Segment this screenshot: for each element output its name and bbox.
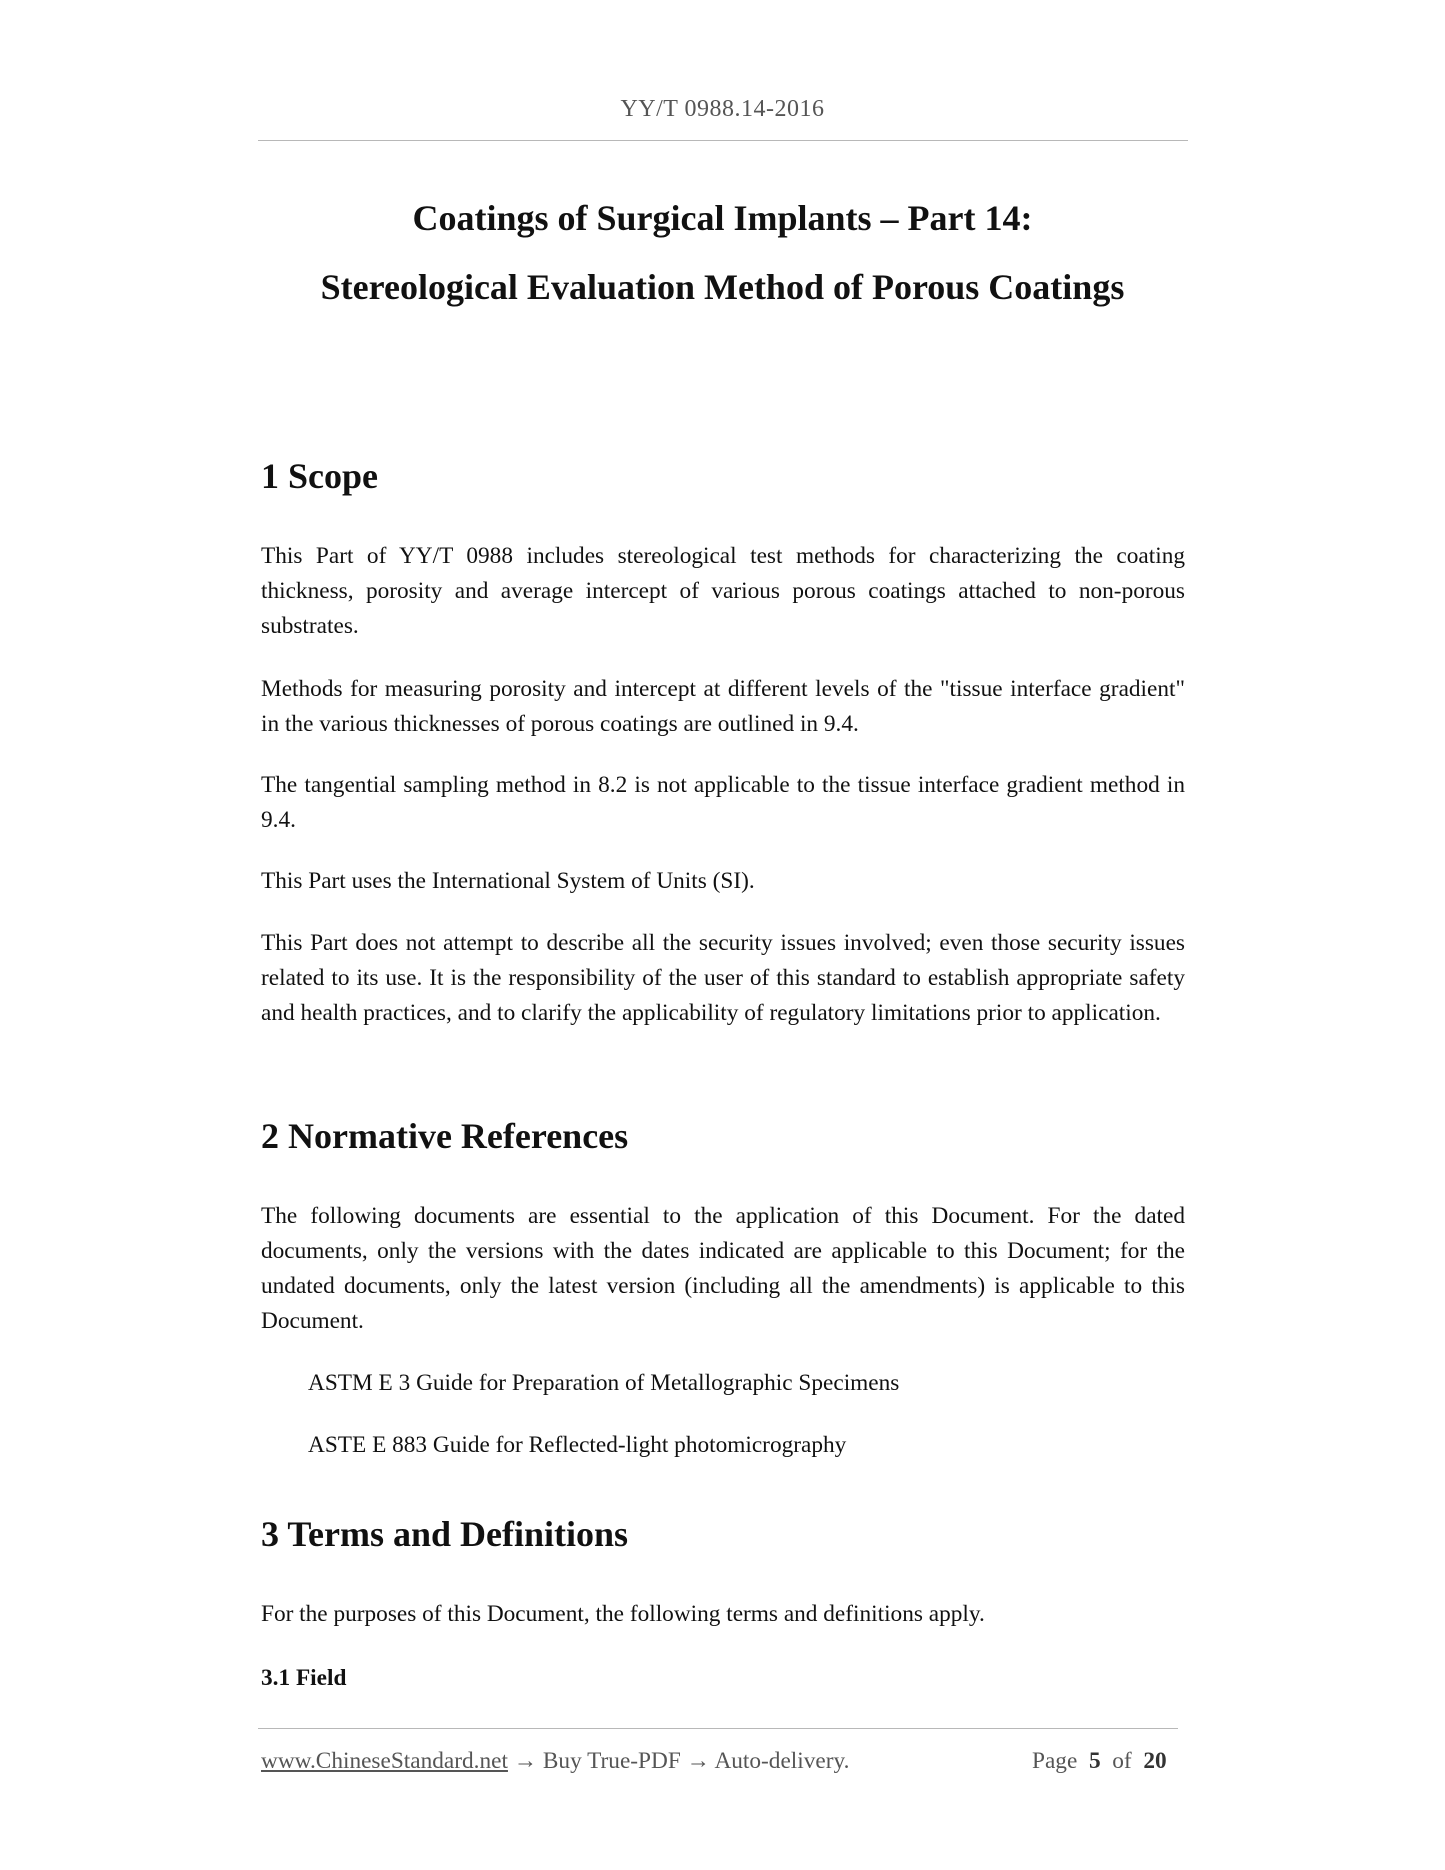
total-pages: 20 xyxy=(1143,1748,1167,1774)
scope-paragraph-2: Methods for measuring porosity and intercept at different levels of the "tissue interface gradient" in the various thicknesses of porous coatings are outlined in 9.4. xyxy=(261,676,1185,737)
reference-item: ASTE E 883 Guide for Reflected-light photomicrography xyxy=(308,1432,847,1458)
of-label: of xyxy=(1112,1748,1132,1774)
section-heading-normative-references: 2 Normative References xyxy=(261,1116,629,1156)
scope-paragraph-5: This Part does not attempt to describe all the security issues involved; even those security issues related to its use. It is the responsibility of the user of this standard to establish appropriate safety and health practices, and to clarify the applicability of regulatory limitations prior to application. xyxy=(261,930,1185,1026)
reference-item: ASTM E 3 Guide for Preparation of Metallographic Specimens xyxy=(308,1370,900,1396)
scope-paragraph-3: The tangential sampling method in 8.2 is not applicable to the tissue interface gradient method in 9.4. xyxy=(261,772,1185,833)
site-link[interactable]: www.ChineseStandard.net xyxy=(261,1748,508,1774)
normative-paragraph: The following documents are essential to the application of this Document. For the dated documents, only the versions with the dates indicated are applicable to this Document; for the undated documents, only the latest version (including all the amendments) is applicable to this Document. xyxy=(261,1203,1185,1334)
document-title-line-2: Stereological Evaluation Method of Porous Coatings xyxy=(320,267,1125,307)
section-heading-terms-definitions: 3 Terms and Definitions xyxy=(261,1514,629,1554)
buy-text: → Buy True-PDF → Auto-delivery. xyxy=(507,1748,850,1774)
footer-promo xyxy=(261,1748,849,1775)
scope-paragraph-1: This Part of YY/T 0988 includes stereological test methods for characterizing the coating thickness, porosity and average intercept of various porous coatings attached to non-porous substrates. xyxy=(261,543,1185,639)
document-title-line-1: Coatings of Surgical Implants – Part 14: xyxy=(412,198,1033,238)
section-heading-scope: 1 Scope xyxy=(261,456,378,496)
header-divider xyxy=(258,140,1188,141)
scope-paragraph-4: This Part uses the International System of Units (SI). xyxy=(261,868,755,894)
page-number: 5 xyxy=(1088,1748,1101,1774)
page-label: Page xyxy=(1032,1748,1078,1774)
subsection-heading-field: 3.1 Field xyxy=(261,1665,347,1691)
terms-paragraph: For the purposes of this Document, the following terms and definitions apply. xyxy=(261,1601,985,1627)
running-header: YY/T 0988.14-2016 xyxy=(620,96,825,122)
page-indicator xyxy=(1032,1748,1167,1775)
footer-divider xyxy=(258,1728,1178,1729)
